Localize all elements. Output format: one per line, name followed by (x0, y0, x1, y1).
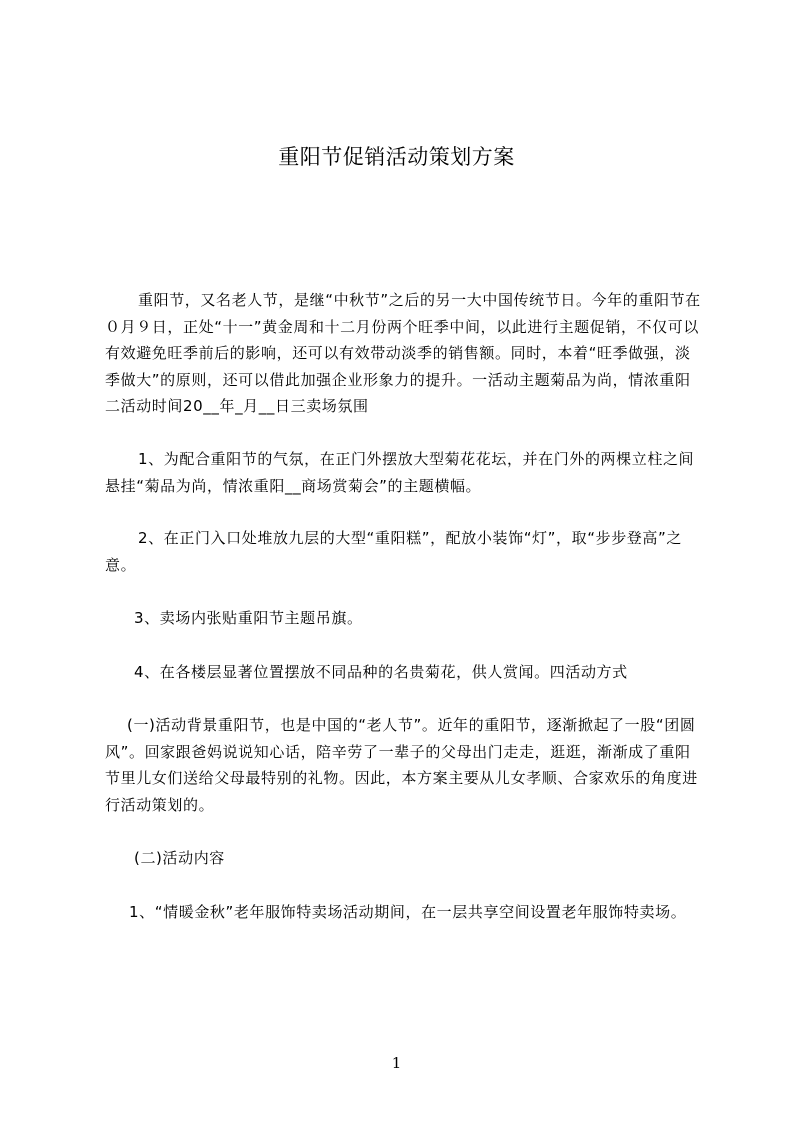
paragraph-intro: 重阳节，又名老人节，是继“中秋节”之后的另一大中国传统节日。今年的重阳节在０月９日，正处“十一”黄金周和十二月份两个旺季中间，以此进行主题促销，不仅可以有效避免旺季前后的影响，还可以有效带动淡季的销售额。同时，本着“旺季做强，淡季做大”的原则，还可以借此加强企业形象力的提升。一活动主题菊品为尚，情浓重阳二活动时间20__年_月__日三卖场氛围 (105, 291, 701, 415)
paragraph-item-3: 3、卖场内张贴重阳节主题吊旗。 (134, 609, 363, 627)
paragraph-item-4: 4、在各楼层显著位置摆放不同品种的名贵菊花，供人赏闻。四活动方式 (134, 663, 628, 681)
paragraph-activity-background: (一)活动背景重阳节，也是中国的“老人节”。近年的重阳节，逐渐掀起了一股“团圆风”。回家跟爸妈说说知心话，陪辛劳了一辈子的父母出门走走，逛逛，渐渐成了重阳节里儿女们送给父母最特别的礼物。因此，本方案主要从儿女孝顺、合家欢乐的角度进行活动策划的。 (105, 716, 698, 814)
page-number: 1 (391, 1054, 402, 1072)
document-title: 重阳节促销活动策划方案 (278, 145, 515, 169)
paragraph-activity-content-item-1: 1、“情暖金秋”老年服饰特卖场活动期间，在一层共享空间设置老年服饰特卖场。 (129, 903, 687, 921)
paragraph-item-2: 2、在正门入口处堆放九层的大型“重阳糕”，配放小装饰“灯”，取“步步登高”之意。 (105, 529, 682, 574)
paragraph-item-1: 1、为配合重阳节的气氛，在正门外摆放大型菊花花坛，并在门外的两棵立柱之间悬挂“菊品为尚，情浓重阳__商场赏菊会”的主题横幅。 (105, 450, 695, 495)
paragraph-activity-content-heading: (二)活动内容 (134, 849, 225, 867)
